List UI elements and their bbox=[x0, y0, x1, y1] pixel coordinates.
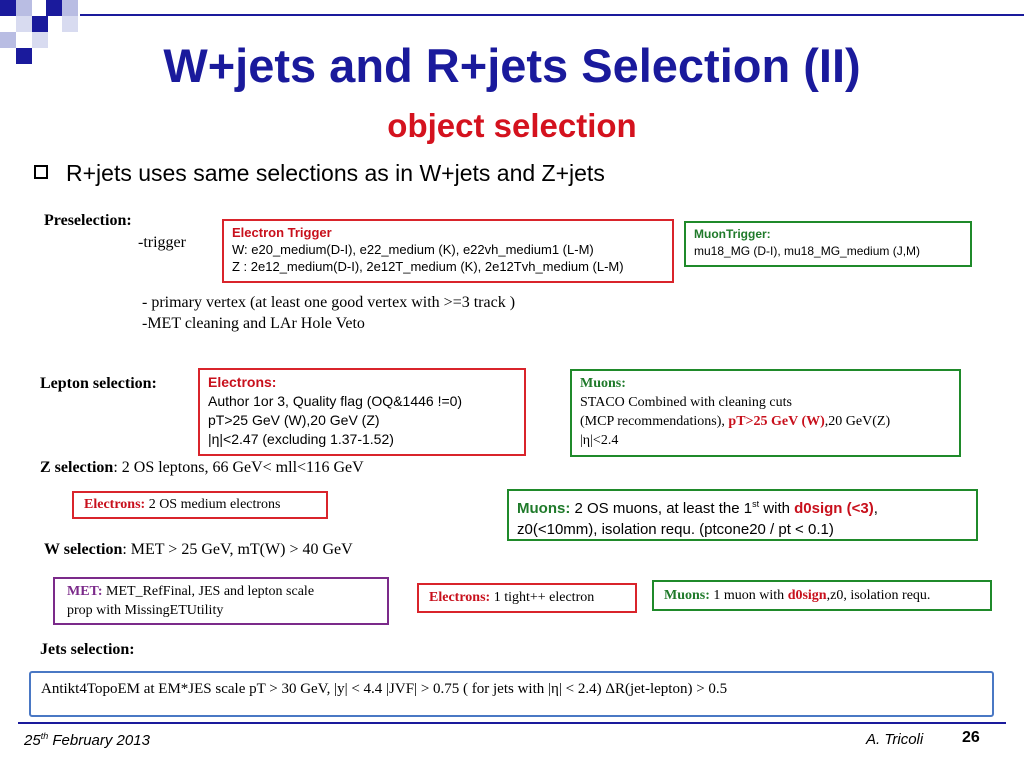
jets-selection-label: Jets selection: bbox=[40, 641, 135, 658]
z-electrons-box bbox=[72, 491, 328, 519]
z-selection-text: : 2 OS leptons, 66 GeV< mll<116 GeV bbox=[113, 459, 364, 476]
bullet-text: R+jets uses same selections as in W+jets and Z+jets bbox=[66, 160, 605, 186]
w-selection-label: W selection bbox=[44, 541, 123, 558]
corner-square-decoration bbox=[0, 0, 16, 16]
z-muons-head: Muons: bbox=[517, 500, 571, 517]
bullet-point bbox=[34, 158, 605, 188]
slide-title: W+jets and R+jets Selection (II) bbox=[163, 39, 861, 92]
electron-selection-head: Electrons: bbox=[208, 374, 277, 390]
muon-trigger-head: MuonTrigger: bbox=[694, 227, 771, 241]
muon-selection-line1: STACO Combined with cleaning cuts bbox=[580, 395, 792, 410]
jets-selection-box bbox=[29, 671, 994, 717]
z-electrons-head: Electrons: bbox=[84, 497, 146, 512]
z-muons-line2: z0(<10mm), isolation requ. (ptcone20 / pt < 0.1) bbox=[517, 521, 834, 538]
corner-square-decoration bbox=[32, 16, 48, 32]
preselection-label: Preselection: bbox=[44, 212, 132, 229]
z-selection-label: Z selection bbox=[40, 459, 114, 476]
corner-square-decoration bbox=[46, 0, 62, 16]
w-selection-row bbox=[44, 540, 353, 560]
electron-trigger-box bbox=[222, 219, 674, 283]
z-selection-row bbox=[40, 458, 364, 478]
muon-selection-line2: (MCP recommendations), pT>25 GeV (W),20 GeV(Z) bbox=[580, 414, 891, 429]
page-number: 26 bbox=[962, 729, 980, 746]
met-line2: prop with MissingETUtility bbox=[67, 603, 224, 618]
footer-date: 25th February 2013 bbox=[24, 731, 150, 749]
met-cleaning-text: -MET cleaning and LAr Hole Veto bbox=[142, 315, 365, 332]
electron-trigger-line2: Z : 2e12_medium(D-I), 2e12T_medium (K), 2e12Tvh_medium (L-M) bbox=[232, 259, 624, 274]
met-head: MET: bbox=[67, 584, 103, 599]
muon-selection-box bbox=[570, 369, 961, 457]
title-bar-decoration bbox=[80, 14, 1024, 16]
corner-square-decoration bbox=[16, 16, 32, 32]
corner-square-decoration bbox=[62, 0, 78, 16]
z-muons-box: Muons: 2 OS muons, at least the 1st with d0sign (<3), z0(<10mm), isolation requ. (ptcone20 / pt < 0.1) bbox=[507, 489, 978, 541]
electron-trigger-head: Electron Trigger bbox=[232, 225, 332, 240]
electron-trigger-line1: W: e20_medium(D-I), e22_medium (K), e22vh_medium1 (L-M) bbox=[232, 242, 594, 257]
electron-selection-line2: pT>25 GeV (W),20 GeV (Z) bbox=[208, 412, 380, 428]
met-box: MET: MET_RefFinal, JES and lepton scale prop with MissingETUtility bbox=[53, 577, 389, 625]
w-electrons-head: Electrons: bbox=[429, 590, 491, 605]
w-selection-text: : MET > 25 GeV, mT(W) > 40 GeV bbox=[122, 541, 353, 558]
w-muons-head: Muons: bbox=[664, 588, 710, 603]
corner-square-decoration bbox=[62, 16, 78, 32]
electron-selection-line1: Author 1or 3, Quality flag (OQ&1446 !=0) bbox=[208, 393, 463, 409]
jets-selection-text: Antikt4TopoEM at EM*JES scale pT > 30 GeV, |y| < 4.4 |JVF| > 0.75 ( for jets with |η| < 2.4) ΔR(jet-lepton) > 0.5 bbox=[41, 681, 728, 697]
muon-selection-line3: |η|<2.4 bbox=[580, 433, 619, 448]
footer-author: A. Tricoli bbox=[866, 731, 924, 748]
muon-trigger-box bbox=[684, 221, 972, 267]
z-electrons-text: 2 OS medium electrons bbox=[145, 497, 281, 512]
w-electrons-box: Electrons: 1 tight++ electron bbox=[417, 583, 637, 613]
trigger-label: -trigger bbox=[138, 234, 186, 251]
muon-trigger-line1: mu18_MG (D-I), mu18_MG_medium (J,M) bbox=[694, 244, 921, 258]
slide-subtitle: object selection bbox=[387, 107, 637, 144]
checkbox-bullet-icon bbox=[34, 165, 48, 179]
w-muons-box: Muons: 1 muon with d0sign,z0, isolation requ. bbox=[652, 580, 992, 611]
electron-selection-box bbox=[198, 368, 526, 456]
footer-divider bbox=[18, 722, 1006, 724]
corner-square-decoration bbox=[16, 0, 32, 16]
primary-vertex-text: - primary vertex (at least one good vertex with >=3 track ) bbox=[142, 294, 516, 311]
muon-selection-head: Muons: bbox=[580, 376, 626, 391]
electron-selection-line3: |η|<2.47 (excluding 1.37-1.52) bbox=[208, 431, 394, 447]
lepton-selection-label: Lepton selection: bbox=[40, 375, 157, 392]
